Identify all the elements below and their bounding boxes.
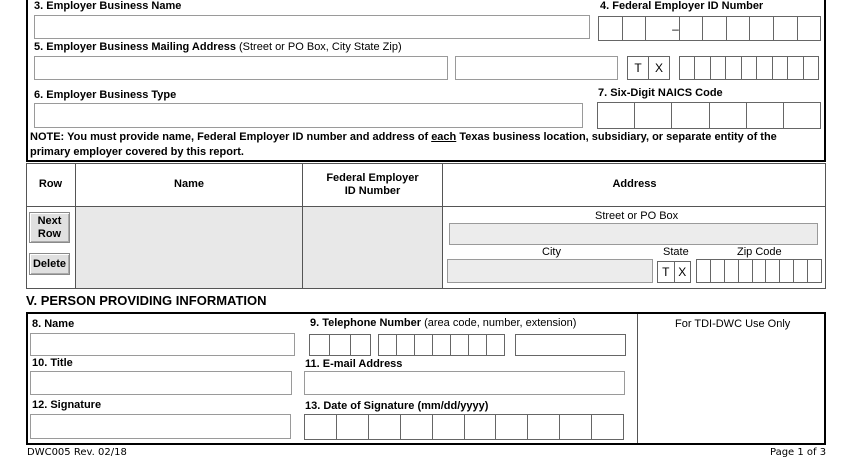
state-x: X [654,61,663,75]
zip-cells[interactable] [696,259,822,283]
fein-digit[interactable] [623,17,647,40]
title-field[interactable] [30,371,292,395]
fein-digit[interactable] [703,17,727,40]
mailing-address-label: 5. Employer Business Mailing Address (Street or PO Box, City State Zip) [34,41,402,53]
state-x: X [678,265,687,279]
email-label: 11. E-mail Address [305,358,403,370]
fein-digit[interactable] [750,17,774,40]
name-label: 8. Name [32,318,75,330]
fein-cell[interactable] [303,207,442,288]
date-label: 13. Date of Signature (mm/dd/yyyy) [305,400,489,412]
fein-digit[interactable] [680,17,704,40]
fein-digit[interactable] [774,17,798,40]
mailing-zip-cells[interactable] [679,56,819,80]
header-row: Row [38,178,63,190]
mailing-state-cells [627,56,670,80]
business-name-label: 3. Employer Business Name [34,0,182,12]
business-type-field[interactable] [34,103,583,128]
name-cell[interactable] [76,207,302,288]
section-title: V. PERSON PROVIDING INFORMATION [26,293,267,308]
office-use-label: For TDI-DWC Use Only [675,318,791,330]
state-cells [657,261,691,283]
header-address: Address [612,178,657,190]
fein-digit[interactable] [599,17,623,40]
fein-digit[interactable] [798,17,821,40]
fein-dash: – [672,21,679,36]
fein-digit[interactable] [646,17,680,40]
person-name-field[interactable] [30,333,295,356]
phone-area-cells[interactable] [309,334,371,356]
title-label: 10. Title [32,357,73,369]
signature-field[interactable] [30,414,291,439]
phone-number-cells[interactable] [378,334,505,356]
page-number: Page 1 of 3 [770,447,827,458]
fein-label: 4. Federal Employer ID Number [600,0,764,12]
form-id: DWC005 Rev. 02/18 [27,447,127,458]
next-row-button[interactable]: Next Row [29,212,70,243]
mailing-city-field[interactable] [455,56,618,80]
fein-digit[interactable] [727,17,751,40]
mailing-street-field[interactable] [34,56,448,80]
header-name: Name [174,178,204,190]
naics-label: 7. Six-Digit NAICS Code [598,87,723,99]
phone-label: 9. Telephone Number (area code, number, extension) [310,317,577,329]
email-field[interactable] [304,371,625,395]
state-t: T [658,262,675,282]
zip-label: Zip Code [737,246,782,258]
city-field[interactable] [447,259,653,283]
mailing-address-hint: (Street or PO Box, City State Zip) [239,41,402,53]
city-label: City [542,246,561,258]
delete-button[interactable]: Delete [29,253,70,275]
state-t: T [628,57,649,79]
phone-hint: (area code, number, extension) [424,317,577,329]
phone-extension-field[interactable] [515,334,626,356]
naics-cells[interactable] [597,102,821,129]
note-each: each [431,131,457,143]
business-name-field[interactable] [34,15,590,39]
fein-cells[interactable] [598,16,821,41]
office-divider [637,314,638,443]
note-text: NOTE: You must provide name, Federal Employer ID number and address of each Texas business location, subsidiary, or separate entity of the primary employer covered by this report. [30,131,777,158]
signature-label: 12. Signature [32,399,102,411]
date-cells[interactable] [304,414,624,440]
business-type-label: 6. Employer Business Type [34,89,177,101]
street-field[interactable] [449,223,818,245]
street-label: Street or PO Box [595,210,679,222]
header-fein: Federal Employer ID Number [326,171,419,197]
state-label: State [663,246,689,258]
